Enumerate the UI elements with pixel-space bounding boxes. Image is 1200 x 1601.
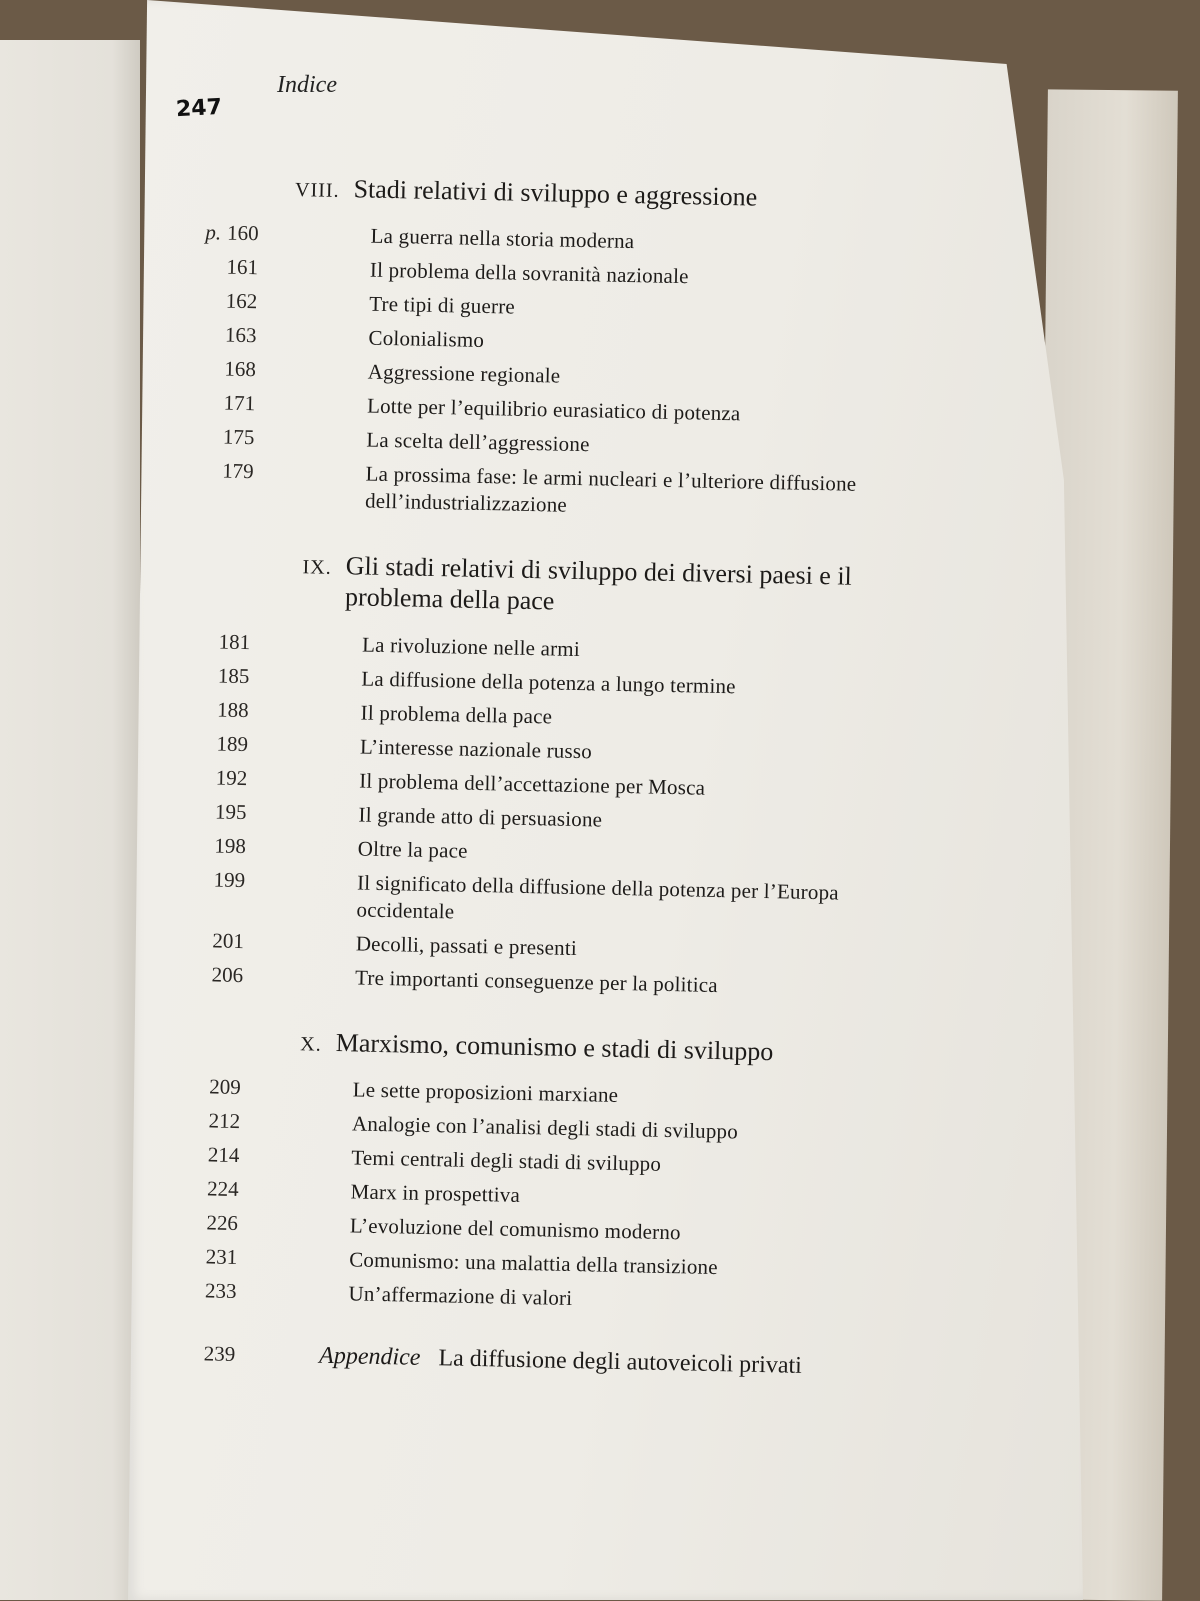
toc-entry <box>184 865 945 935</box>
entry-page-cell <box>188 729 249 757</box>
entry-title: Un’affermazione di valori <box>348 1281 573 1310</box>
entry-title: Aggressione regionale <box>367 359 561 388</box>
entry-title: Le sette proposizioni marxiane <box>352 1077 619 1107</box>
entry-page-cell <box>193 457 254 485</box>
entry-page-cell <box>185 865 246 893</box>
entry-page-cell <box>178 1209 239 1237</box>
entry-title: Lotte per l’equilibrio eurasiatico di potenza <box>366 393 741 426</box>
page-prefix: p. <box>205 220 222 245</box>
chapter-numeral: X. <box>300 1032 322 1056</box>
entry-page-number: 209 <box>209 1074 242 1099</box>
entry-title: La scelta dell’aggressione <box>366 427 590 457</box>
table-of-contents <box>175 170 960 1382</box>
entry-page-number: 181 <box>218 629 251 654</box>
chapter-section <box>176 1023 942 1319</box>
entry-page-number: 199 <box>213 867 246 892</box>
chapter-title: Stadi relativi di sviluppo e aggressione <box>353 174 758 212</box>
entry-title: Temi centrali degli stadi di sviluppo <box>351 1145 662 1176</box>
entry-title: Il grande atto di persuasione <box>358 802 603 832</box>
entry-title: Marx in prospettiva <box>350 1179 521 1207</box>
entry-page-cell <box>196 355 257 383</box>
entry-title: Tre importanti conseguenze per la politica <box>354 964 719 997</box>
entry-page-cell <box>194 423 255 451</box>
entry-title: La prossima fase: le armi nucleari e l’ulteriore diffusione dell’industrializzazione <box>364 461 857 517</box>
entry-page-number: 163 <box>224 322 257 348</box>
chapter-numeral: VIII. <box>294 178 340 202</box>
chapter-section <box>183 547 952 1003</box>
entry-page-number: 226 <box>206 1210 239 1235</box>
entry-title: Il problema della sovranità nazionale <box>369 257 689 289</box>
entry-page-cell <box>179 1141 240 1169</box>
entry-title: La diffusione della potenza a lungo termine <box>361 666 736 698</box>
entry-page-number: 162 <box>225 288 258 314</box>
entry-page-number: 233 <box>204 1278 237 1303</box>
entry-page-number: 160 <box>226 220 259 246</box>
entry-page-cell <box>186 831 247 859</box>
running-head: Indice <box>277 72 337 98</box>
entry-page-number: 171 <box>223 390 256 416</box>
entry-page-number: 161 <box>226 254 259 280</box>
chapter-heading <box>181 1023 941 1070</box>
entry-page-number: 206 <box>211 961 244 987</box>
entry-page-number: 189 <box>216 731 249 756</box>
entry-page-cell <box>183 960 244 988</box>
entry-title: Il significato della diffusione della potenza per l’Europa occidentale <box>356 870 840 924</box>
entry-page-cell <box>198 253 259 281</box>
entry-page-number: 201 <box>212 927 245 953</box>
entry-page-number: 224 <box>206 1176 239 1201</box>
chapter-title: Marxismo, comunismo e stadi di sviluppo <box>335 1027 774 1066</box>
entry-page-cell <box>177 1243 238 1271</box>
entry-page-cell <box>196 321 257 349</box>
entry-title: Comunismo: una malattia della transizione <box>348 1247 719 1279</box>
entry-page-number: 188 <box>216 697 249 722</box>
entry-title: Oltre la pace <box>357 836 468 863</box>
chapter-section <box>193 170 960 527</box>
entry-page-number: 175 <box>222 424 255 450</box>
entry-page-number: 212 <box>208 1108 241 1133</box>
entry-title: Analogie con l’analisi degli stadi di sviluppo <box>351 1111 739 1144</box>
entry-page-cell <box>188 695 249 723</box>
entry-page-cell <box>186 797 247 825</box>
entry-title: La rivoluzione nelle armi <box>361 632 581 661</box>
appendix-title: La diffusione degli autoveicoli privati <box>438 1345 803 1379</box>
entry-page-number: 231 <box>205 1244 238 1269</box>
entry-page-number: 192 <box>215 765 248 790</box>
entry-page-cell <box>187 763 248 791</box>
entry-page-number: 195 <box>214 799 247 824</box>
entry-page-cell <box>190 627 251 655</box>
entry-page-number: 214 <box>207 1142 240 1167</box>
entry-title: Colonialismo <box>368 325 485 353</box>
entry-title: L’evoluzione del comunismo moderno <box>349 1213 681 1245</box>
toc-entry <box>193 457 954 527</box>
chapter-numeral: IX. <box>302 556 332 580</box>
entry-page-number: 168 <box>224 356 257 382</box>
page-number: 247 <box>175 94 223 123</box>
appendix-page-number: 239 <box>203 1341 236 1366</box>
entry-title: Tre tipi di guerre <box>368 291 516 319</box>
entry-page-cell <box>198 219 259 247</box>
entry-title: Il problema dell’accettazione per Mosca <box>359 768 706 800</box>
entry-page-cell <box>189 661 250 689</box>
entry-page-cell <box>178 1175 239 1203</box>
entry-page-number: 179 <box>221 458 254 484</box>
entry-page-cell <box>180 1107 241 1135</box>
entry-page-number: 185 <box>217 663 250 688</box>
entry-title: L’interesse nazionale russo <box>359 734 593 763</box>
entry-page-cell <box>176 1277 237 1305</box>
appendix-label: Appendice <box>318 1342 421 1371</box>
left-page <box>0 40 140 1600</box>
entry-title: La guerra nella storia moderna <box>370 223 635 254</box>
chapter-title: Gli stadi relativi di sviluppo dei diversi paesi e il problema della pace <box>344 551 853 616</box>
entry-page-number: 198 <box>214 833 247 858</box>
entry-title: Il problema della pace <box>360 700 553 729</box>
entry-title: Decolli, passati e presenti <box>355 930 578 960</box>
entry-page-cell <box>197 287 258 315</box>
entry-page-cell <box>184 926 245 954</box>
entry-page-cell <box>195 389 256 417</box>
entry-page-cell <box>181 1073 242 1101</box>
chapter-heading <box>191 547 952 625</box>
